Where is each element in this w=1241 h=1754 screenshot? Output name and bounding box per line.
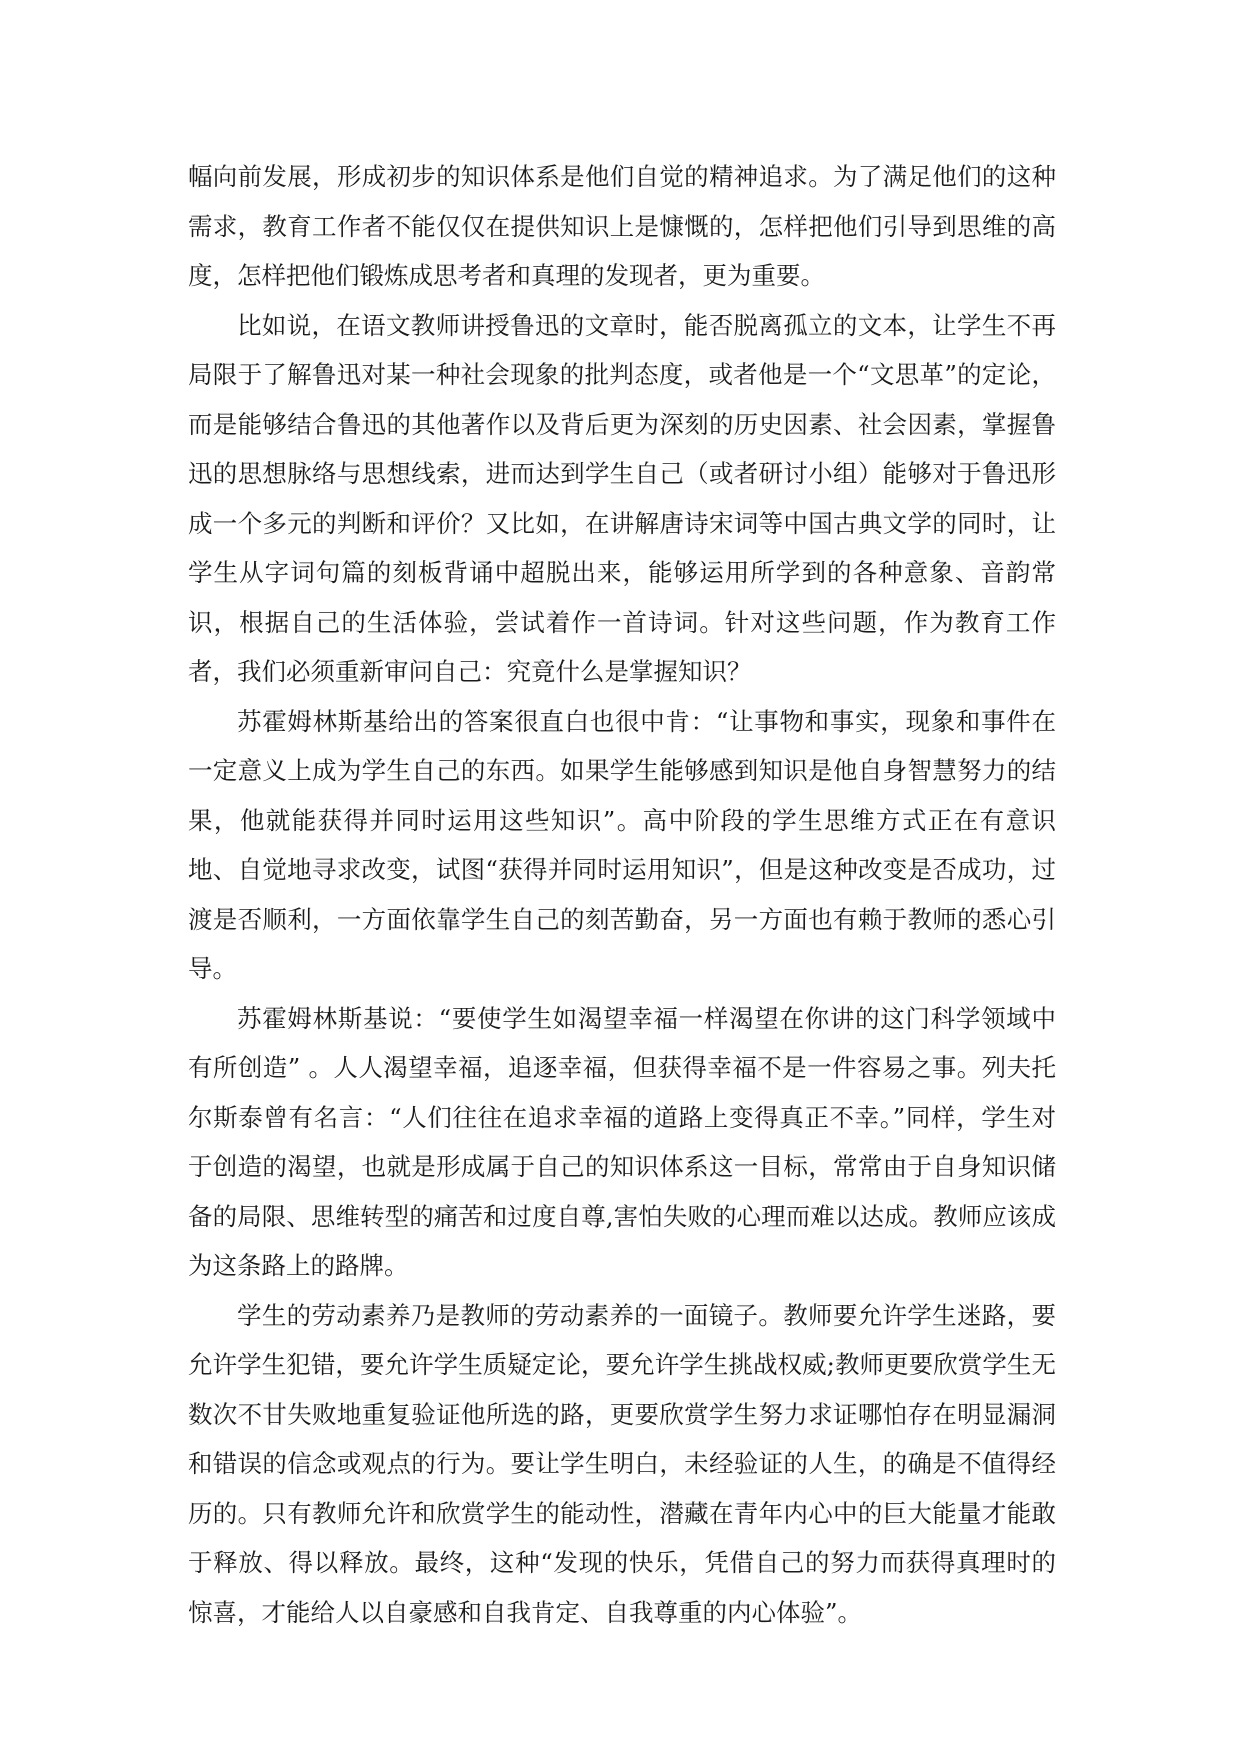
paragraph-2: 比如说，在语文教师讲授鲁迅的文章时，能否脱离孤立的文本，让学生不再局限于了解鲁迅对某一种社会现象的批判态度，或者他是一个“文思革”的定论，而是能够结合鲁迅的其他著作以及背后更为深刻的历史因素、社会因素，掌握鲁迅的思想脉络与思想线索，进而达到学生自己（或者研讨小组）能够对于鲁迅形成一个多元的判断和评价？又比如，在讲解唐诗宋词等中国古典文学的同时，让学生从字词句篇的刻板背诵中超脱出来，能够运用所学到的各种意象、音韵常识，根据自己的生活体验，尝试着作一首诗词。针对这些问题，作为教育工作者，我们必须重新审问自己：究竟什么是掌握知识？	[188, 310, 1056, 686]
paragraph-4: 苏霍姆林斯基说：“要使学生如渴望幸福一样渴望在你讲的这门科学领域中有所创造” 。人人渴望幸福，追逐幸福，但获得幸福不是一件容易之事。列夫托尔斯泰曾有名言：“人们往往在追求幸福的道路上变得真正不幸。”同样，学生对于创造的渴望，也就是形成属于自己的知识体系这一目标，常常由于自身知识储备的局限、思维转型的痛苦和过度自尊,害怕失败的心理而难以达成。教师应该成为这条路上的路牌。	[188, 1003, 1056, 1280]
paragraph-5: 学生的劳动素养乃是教师的劳动素养的一面镜子。教师要允许学生迷路，要允许学生犯错，要允许学生质疑定论，要允许学生挑战权威;教师更要欣赏学生无数次不甘失败地重复验证他所选的路，更要欣赏学生努力求证哪怕存在明显漏洞和错误的信念或观点的行为。要让学生明白，未经验证的人生，的确是不值得经历的。只有教师允许和欣赏学生的能动性，潜藏在青年内心中的巨大能量才能敢于释放、得以释放。最终，这种“发现的快乐，凭借自己的努力而获得真理时的惊喜，才能给人以自豪感和自我肯定、自我尊重的内心体验”。	[188, 1300, 1056, 1627]
paragraph-3: 苏霍姆林斯基给出的答案很直白也很中肯：“让事物和事实，现象和事件在一定意义上成为学生自己的东西。如果学生能够感到知识是他自身智慧努力的结果，他就能获得并同时运用这些知识”。高中阶段的学生思维方式正在有意识地、自觉地寻求改变，试图“获得并同时运用知识”，但是这种改变是否成功，过渡是否顺利，一方面依靠学生自己的刻苦勤奋，另一方面也有赖于教师的悉心引导。	[188, 706, 1056, 983]
paragraph-1: 幅向前发展，形成初步的知识体系是他们自觉的精神追求。为了满足他们的这种需求，教育工作者不能仅仅在提供知识上是慷慨的，怎样把他们引导到思维的高度，怎样把他们锻炼成思考者和真理的发现者，更为重要。	[188, 162, 1056, 290]
body-text	[188, 152, 1056, 1637]
